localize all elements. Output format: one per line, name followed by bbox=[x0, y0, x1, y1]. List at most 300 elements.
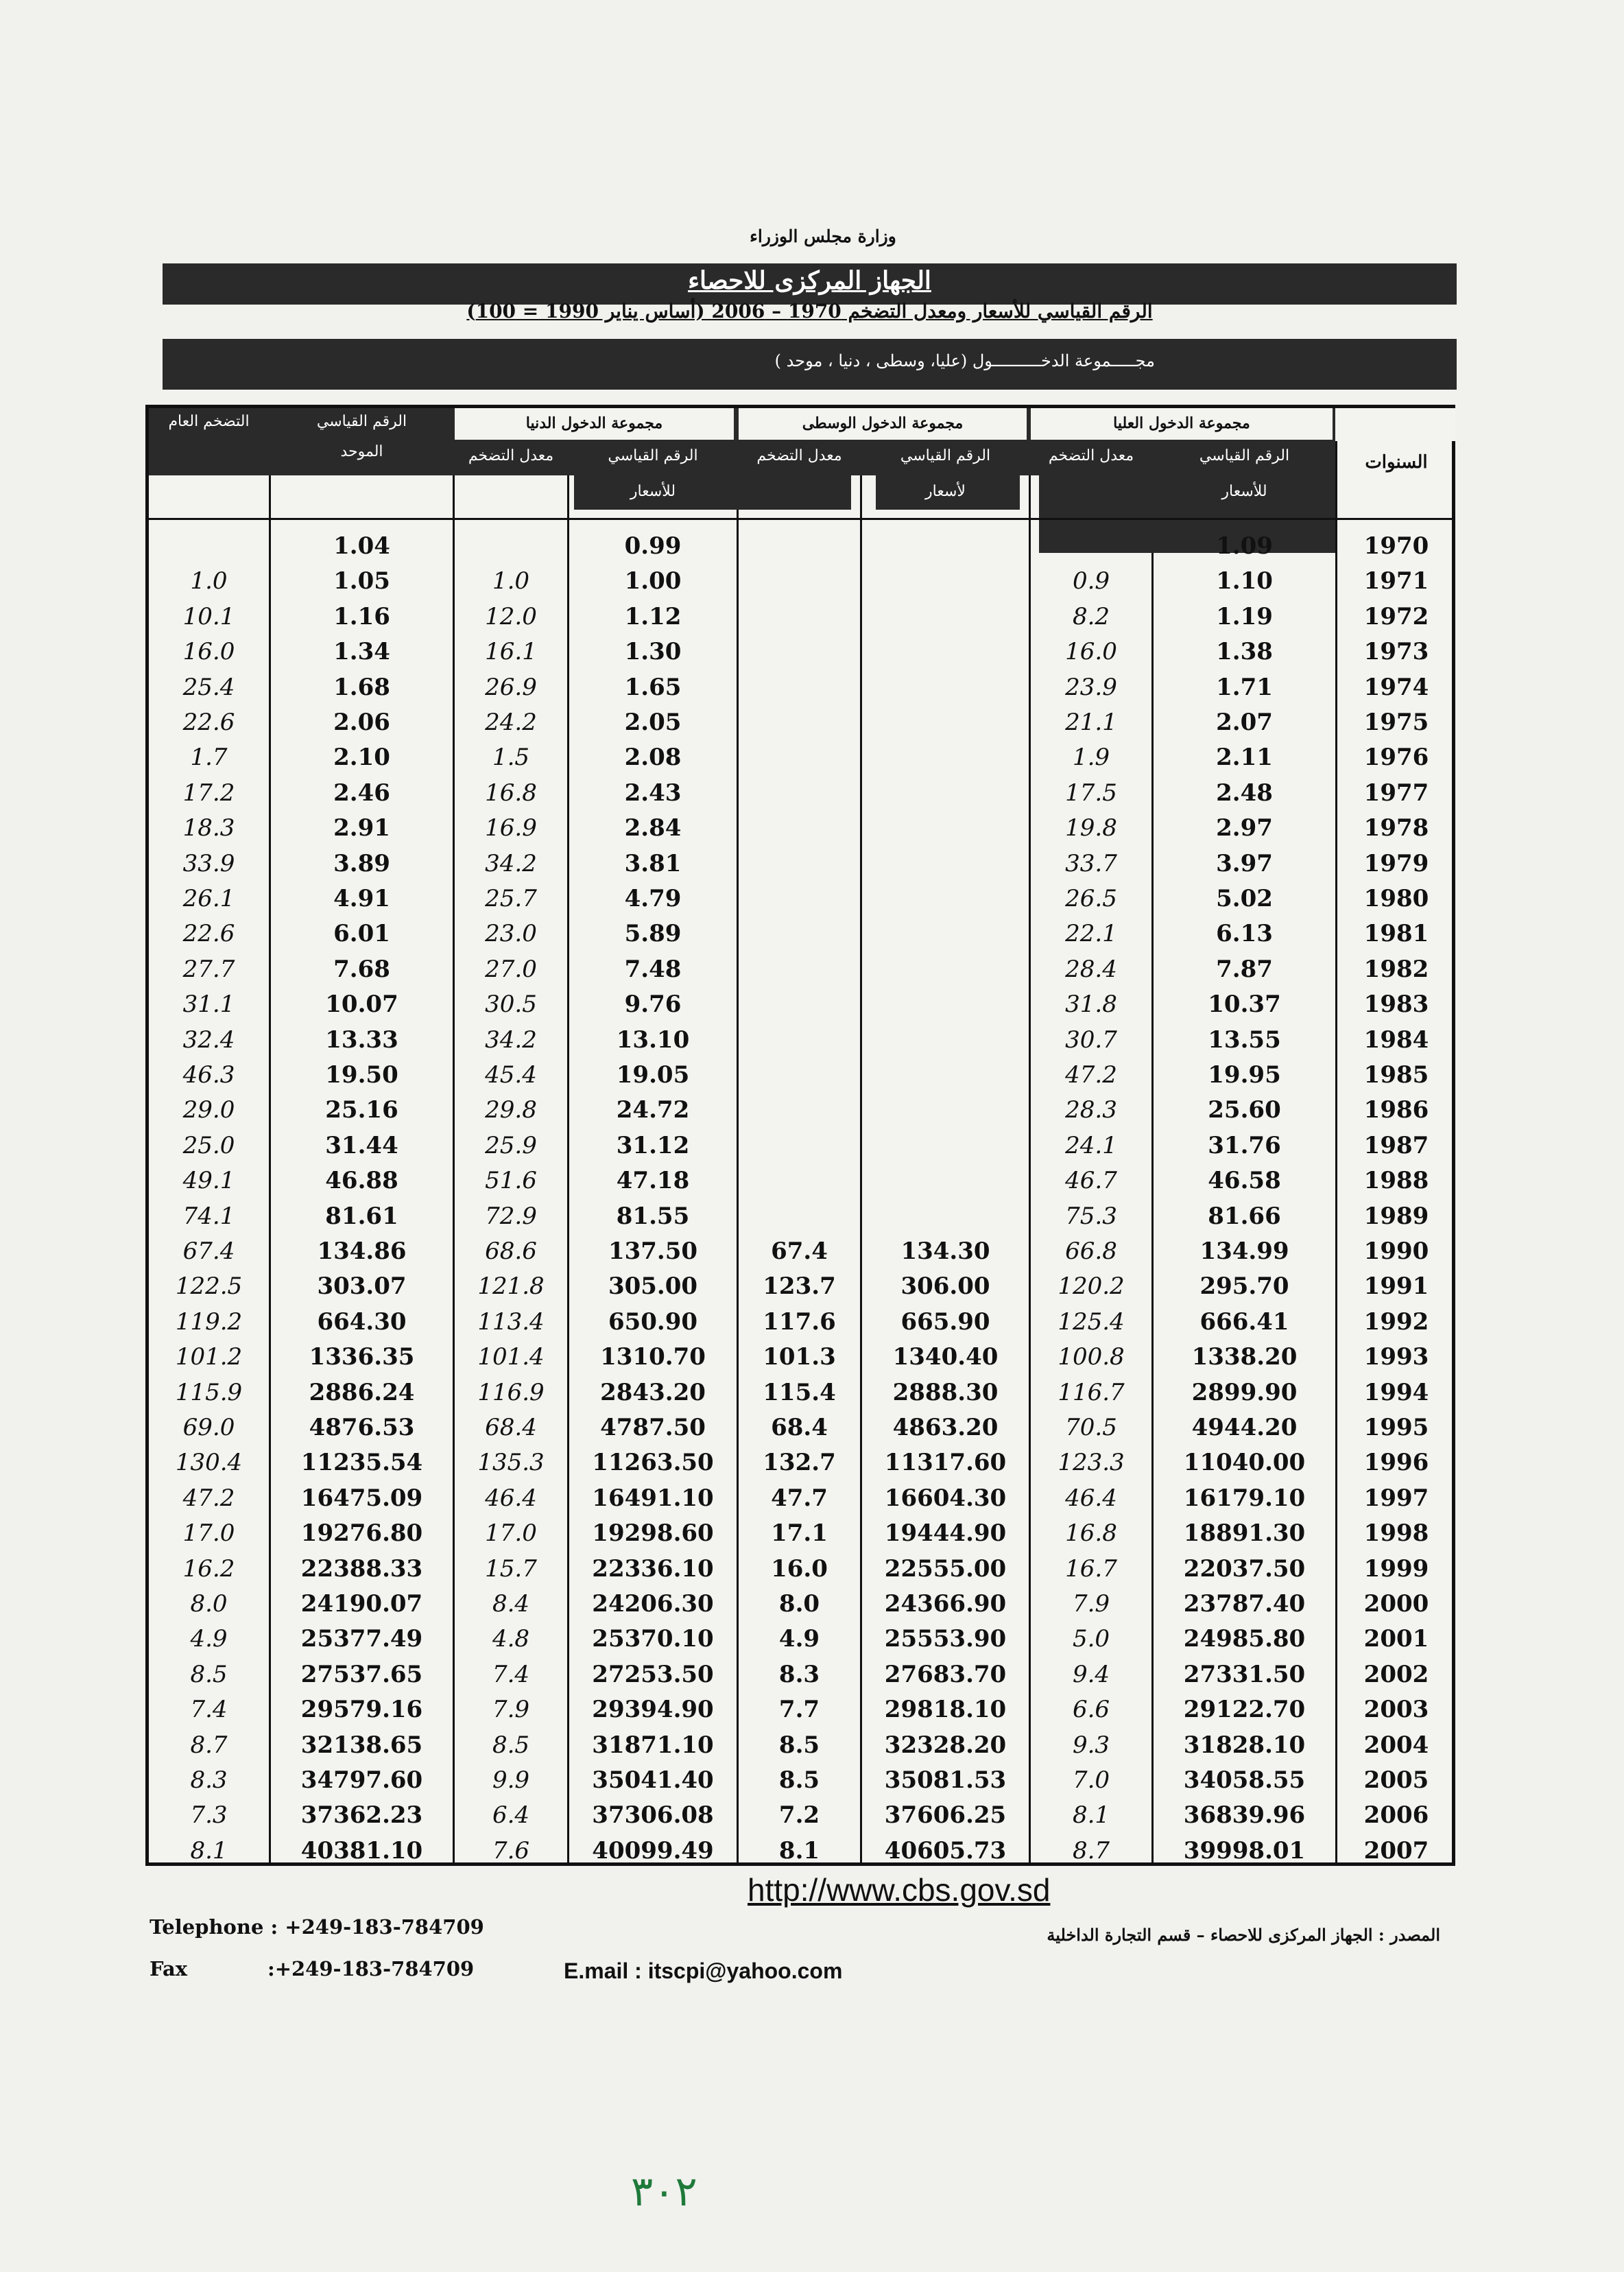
year-cell: 1994 bbox=[1363, 1378, 1429, 1406]
general-inflation-cell: 8.1 bbox=[190, 1836, 228, 1865]
year-cell: 2007 bbox=[1363, 1836, 1429, 1865]
general-inflation-cell: 25.4 bbox=[182, 673, 235, 701]
unified-index-cell: 22388.33 bbox=[300, 1554, 423, 1583]
high-inflation-cell: 125.4 bbox=[1058, 1307, 1125, 1336]
general-inflation-cell: 67.4 bbox=[182, 1238, 235, 1265]
low-price-index-cell: 305.00 bbox=[608, 1273, 698, 1301]
year-cell: 1996 bbox=[1363, 1449, 1429, 1477]
low-inflation-cell: 46.4 bbox=[485, 1484, 537, 1512]
mid-inflation-cell bbox=[739, 1130, 860, 1161]
mid-price-index-cell: 2888.30 bbox=[892, 1378, 999, 1406]
high-price-index-cell: 1.71 bbox=[1216, 673, 1273, 701]
high-inflation-cell: 120.2 bbox=[1058, 1273, 1125, 1301]
high-price-index-cell: 16179.10 bbox=[1183, 1484, 1306, 1512]
general-inflation-cell: 49.1 bbox=[182, 1167, 235, 1195]
year-cell: 1985 bbox=[1363, 1061, 1429, 1089]
high-inflation-cell: 23.9 bbox=[1065, 673, 1117, 701]
high-inflation-cell: 100.8 bbox=[1058, 1343, 1125, 1371]
year-cell: 1986 bbox=[1363, 1096, 1429, 1124]
mid-price-index-cell: 29818.10 bbox=[884, 1696, 1007, 1724]
low-price-index-cell: 16491.10 bbox=[592, 1484, 714, 1512]
low-inflation-cell: 113.4 bbox=[477, 1307, 545, 1336]
general-inflation-cell: 74.1 bbox=[182, 1202, 235, 1230]
high-inflation-cell: 30.7 bbox=[1065, 1026, 1117, 1054]
high-inflation-cell: 9.3 bbox=[1072, 1731, 1110, 1759]
high-price-index-cell: 19.95 bbox=[1208, 1061, 1281, 1089]
low-price-index-cell: 650.90 bbox=[608, 1307, 698, 1336]
groups-banner bbox=[163, 339, 1457, 390]
unified-index-cell: 2.91 bbox=[333, 814, 390, 842]
high-inflation-cell bbox=[1031, 530, 1151, 562]
mid-price-index-cell: 27683.70 bbox=[884, 1660, 1007, 1688]
high-price-index-cell: 39998.01 bbox=[1183, 1836, 1306, 1865]
year-cell: 1990 bbox=[1363, 1238, 1429, 1265]
mid-price-index-cell bbox=[862, 883, 1029, 914]
high-inflation-cell: 7.9 bbox=[1072, 1590, 1110, 1618]
high-inflation-cell: 8.7 bbox=[1072, 1836, 1110, 1865]
year-cell: 2004 bbox=[1363, 1731, 1429, 1759]
general-inflation-cell: 119.2 bbox=[175, 1307, 243, 1336]
mid-price-index-header-l1: الرقم القياسي bbox=[900, 447, 991, 464]
mid-price-index-cell: 24366.90 bbox=[884, 1590, 1007, 1618]
mid-price-index-cell: 19444.90 bbox=[884, 1519, 1007, 1548]
low-inflation-cell: 8.4 bbox=[492, 1590, 530, 1618]
mid-inflation-cell: 16.0 bbox=[771, 1554, 828, 1583]
low-inflation-cell: 30.5 bbox=[485, 991, 537, 1019]
mid-inflation-cell bbox=[739, 1165, 860, 1196]
low-inflation-cell: 7.4 bbox=[492, 1660, 530, 1688]
mid-inflation-cell bbox=[739, 918, 860, 949]
mid-price-index-cell: 32328.20 bbox=[884, 1731, 1007, 1759]
mid-inflation-cell: 115.4 bbox=[763, 1378, 836, 1406]
mid-price-index-cell: 25553.90 bbox=[884, 1625, 1007, 1653]
mid-inflation-cell: 67.4 bbox=[771, 1238, 828, 1265]
mid-inflation-cell bbox=[739, 565, 860, 597]
low-price-index-cell: 1.65 bbox=[624, 673, 682, 701]
low-inflation-cell: 45.4 bbox=[485, 1061, 537, 1089]
low-inflation-cell: 4.8 bbox=[492, 1625, 530, 1653]
high-price-index-cell: 10.37 bbox=[1208, 991, 1281, 1019]
unified-index-cell: 1.16 bbox=[333, 602, 390, 630]
mid-price-index-cell: 35081.53 bbox=[884, 1766, 1007, 1794]
general-inflation-cell: 17.2 bbox=[182, 779, 235, 807]
year-cell: 1970 bbox=[1363, 532, 1429, 560]
low-inflation-cell: 16.8 bbox=[485, 779, 537, 807]
low-price-index-cell: 2.84 bbox=[624, 814, 682, 842]
high-inflation-cell: 1.9 bbox=[1072, 744, 1110, 772]
high-inflation-cell: 9.4 bbox=[1072, 1660, 1110, 1688]
mid-price-index-cell bbox=[862, 918, 1029, 949]
unified-index-cell: 29579.16 bbox=[300, 1696, 423, 1724]
unified-index-cell: 664.30 bbox=[317, 1307, 407, 1336]
mid-price-index-cell bbox=[862, 1094, 1029, 1126]
low-inflation-cell: 29.8 bbox=[485, 1096, 537, 1124]
low-inflation-cell: 6.4 bbox=[492, 1801, 530, 1830]
group-mid-label: مجموعة الدخول الوسطى bbox=[802, 414, 964, 432]
mid-price-index-cell: 22555.00 bbox=[884, 1554, 1007, 1583]
unified-index-cell: 1.05 bbox=[333, 567, 390, 595]
low-inflation-cell: 7.6 bbox=[492, 1836, 530, 1865]
mid-price-index-cell bbox=[862, 707, 1029, 738]
mid-inflation-header: معدل التضخم bbox=[756, 447, 842, 464]
unified-index-cell: 2.46 bbox=[333, 779, 390, 807]
high-price-index-cell: 1.10 bbox=[1216, 567, 1273, 595]
high-inflation-cell: 70.5 bbox=[1065, 1414, 1117, 1441]
mid-price-index-cell bbox=[862, 1200, 1029, 1232]
mid-inflation-cell bbox=[739, 1024, 860, 1056]
unified-index-cell: 13.33 bbox=[325, 1026, 398, 1054]
high-inflation-cell: 28.3 bbox=[1065, 1096, 1117, 1124]
low-price-index-header-l1: الرقم القياسي bbox=[608, 447, 698, 464]
year-cell: 1997 bbox=[1363, 1484, 1429, 1512]
low-inflation-cell bbox=[455, 530, 567, 562]
high-price-index-cell: 2.11 bbox=[1216, 744, 1273, 772]
mid-price-index-cell bbox=[862, 954, 1029, 985]
mid-inflation-cell: 8.3 bbox=[778, 1660, 820, 1688]
high-inflation-cell: 46.4 bbox=[1065, 1484, 1117, 1512]
mid-price-index-cell bbox=[862, 812, 1029, 844]
high-inflation-header: معدل التضخم bbox=[1048, 447, 1134, 464]
mid-price-index-cell bbox=[862, 530, 1029, 562]
low-price-index-cell: 137.50 bbox=[608, 1238, 698, 1265]
low-price-index-cell: 1.00 bbox=[624, 567, 682, 595]
low-price-index-cell: 27253.50 bbox=[592, 1660, 714, 1688]
mid-inflation-cell bbox=[739, 636, 860, 667]
mid-inflation-cell bbox=[739, 672, 860, 703]
mid-price-index-cell bbox=[862, 601, 1029, 632]
website-link[interactable]: http://www.cbs.gov.sd bbox=[748, 1872, 1051, 1908]
mid-price-index-cell: 1340.40 bbox=[892, 1343, 999, 1371]
agency-title: الجهاز المركزى للاحصاء bbox=[688, 266, 931, 295]
mid-inflation-cell bbox=[739, 707, 860, 738]
mid-inflation-cell: 8.0 bbox=[778, 1590, 820, 1618]
year-cell: 1991 bbox=[1363, 1273, 1429, 1301]
low-inflation-cell: 23.0 bbox=[485, 920, 537, 948]
mid-inflation-cell bbox=[739, 848, 860, 879]
high-inflation-cell: 33.7 bbox=[1065, 849, 1117, 877]
low-price-index-cell: 9.76 bbox=[624, 991, 682, 1019]
high-price-index-cell: 13.55 bbox=[1208, 1026, 1281, 1054]
group-high-label: مجموعة الدخول العليا bbox=[1113, 414, 1250, 432]
general-inflation-cell: 8.5 bbox=[190, 1660, 228, 1688]
high-inflation-cell: 116.7 bbox=[1058, 1378, 1125, 1406]
high-inflation-cell: 16.7 bbox=[1065, 1554, 1117, 1583]
high-inflation-cell: 46.7 bbox=[1065, 1167, 1117, 1195]
high-inflation-cell: 8.1 bbox=[1072, 1801, 1110, 1830]
low-inflation-cell: 51.6 bbox=[485, 1167, 537, 1195]
unified-index-cell: 1.04 bbox=[333, 532, 390, 560]
mid-price-index-cell bbox=[862, 777, 1029, 809]
low-price-index-cell: 1.12 bbox=[624, 602, 682, 630]
general-inflation-cell: 115.9 bbox=[175, 1378, 243, 1406]
mid-inflation-cell: 4.9 bbox=[778, 1625, 820, 1653]
high-price-index-cell: 1.19 bbox=[1216, 602, 1273, 630]
year-cell: 1993 bbox=[1363, 1343, 1429, 1371]
high-inflation-cell: 7.0 bbox=[1072, 1766, 1110, 1794]
low-price-index-cell: 31871.10 bbox=[592, 1731, 714, 1759]
unified-index-cell: 16475.09 bbox=[300, 1484, 423, 1512]
groups-line: مجـــــموعة الدخــــــــــول (عليا، وسطى ، دنيا ، موحد ) bbox=[774, 351, 1155, 370]
unified-index-cell: 27537.65 bbox=[300, 1660, 423, 1688]
document-subtitle: الرقم القياسي للأسعار ومعدل التضخم 1970 – 2006 (أساس يناير 1990 = 100) bbox=[466, 300, 1153, 322]
low-price-index-cell: 3.81 bbox=[624, 849, 682, 877]
unified-index-cell: 19.50 bbox=[325, 1061, 398, 1089]
unified-index-cell: 134.86 bbox=[317, 1238, 407, 1265]
low-price-index-cell: 25370.10 bbox=[592, 1625, 714, 1653]
unified-index-cell: 303.07 bbox=[317, 1273, 407, 1301]
high-inflation-cell: 123.3 bbox=[1058, 1449, 1125, 1477]
high-price-index-cell: 23787.40 bbox=[1183, 1590, 1306, 1618]
general-inflation-cell: 17.0 bbox=[182, 1519, 235, 1548]
mid-price-index-cell: 134.30 bbox=[900, 1238, 990, 1265]
year-cell: 1972 bbox=[1363, 602, 1429, 630]
high-price-index-cell: 2.48 bbox=[1216, 779, 1273, 807]
low-inflation-cell: 121.8 bbox=[477, 1273, 545, 1301]
high-price-index-cell: 2.07 bbox=[1216, 709, 1273, 736]
low-price-index-cell: 7.48 bbox=[624, 955, 682, 983]
general-inflation-cell: 122.5 bbox=[175, 1273, 243, 1301]
low-price-index-cell: 81.55 bbox=[616, 1202, 690, 1230]
general-inflation-cell bbox=[149, 530, 269, 562]
high-inflation-cell: 0.9 bbox=[1072, 567, 1110, 595]
low-price-index-cell: 31.12 bbox=[616, 1131, 690, 1159]
high-price-index-header-l2: للأسعار bbox=[1221, 483, 1267, 500]
high-price-index-cell: 4944.20 bbox=[1191, 1414, 1298, 1441]
low-inflation-cell: 7.9 bbox=[492, 1696, 530, 1724]
high-price-index-cell: 46.58 bbox=[1208, 1167, 1281, 1195]
high-inflation-cell: 19.8 bbox=[1065, 814, 1117, 842]
low-price-index-cell: 5.89 bbox=[624, 920, 682, 948]
low-price-index-cell: 29394.90 bbox=[592, 1696, 714, 1724]
unified-index-cell: 31.44 bbox=[325, 1131, 398, 1159]
low-inflation-cell: 24.2 bbox=[485, 709, 537, 736]
low-price-index-cell: 4787.50 bbox=[600, 1414, 706, 1441]
high-price-index-cell: 7.87 bbox=[1216, 955, 1273, 983]
general-inflation-cell: 47.2 bbox=[182, 1484, 235, 1512]
mid-inflation-cell bbox=[739, 777, 860, 809]
low-inflation-cell: 16.9 bbox=[485, 814, 537, 842]
high-inflation-cell: 22.1 bbox=[1065, 920, 1117, 948]
fax-number: :+249-183-784709 bbox=[267, 1957, 475, 1980]
years-header: السنوات bbox=[1365, 452, 1428, 473]
general-inflation-cell: 8.3 bbox=[190, 1766, 228, 1794]
high-price-index-cell: 31828.10 bbox=[1183, 1731, 1306, 1759]
general-inflation-cell: 29.0 bbox=[182, 1096, 235, 1124]
low-price-index-cell: 0.99 bbox=[624, 532, 682, 560]
high-price-index-cell: 666.41 bbox=[1199, 1307, 1289, 1336]
year-cell: 1983 bbox=[1363, 991, 1429, 1019]
mid-inflation-cell bbox=[739, 601, 860, 632]
high-inflation-cell: 75.3 bbox=[1065, 1202, 1117, 1230]
low-inflation-header: معدل التضخم bbox=[468, 447, 554, 464]
mid-price-index-cell bbox=[862, 636, 1029, 667]
low-inflation-cell: 68.4 bbox=[485, 1414, 537, 1441]
low-inflation-cell: 8.5 bbox=[492, 1731, 530, 1759]
general-inflation-cell: 33.9 bbox=[182, 849, 235, 877]
year-cell: 1999 bbox=[1363, 1554, 1429, 1583]
mid-inflation-cell bbox=[739, 530, 860, 562]
mid-price-index-cell: 665.90 bbox=[900, 1307, 990, 1336]
unified-index-cell: 2886.24 bbox=[309, 1378, 415, 1406]
general-inflation-cell: 7.4 bbox=[190, 1696, 228, 1724]
mid-price-index-cell bbox=[862, 848, 1029, 879]
year-cell: 1977 bbox=[1363, 779, 1429, 807]
high-inflation-cell: 16.8 bbox=[1065, 1519, 1117, 1548]
price-index-table bbox=[145, 405, 1455, 1866]
general-inflation-cell: 10.1 bbox=[182, 602, 235, 630]
unified-index-cell: 25377.49 bbox=[300, 1625, 423, 1653]
mid-price-index-cell bbox=[862, 989, 1029, 1020]
unified-index-cell: 46.88 bbox=[325, 1167, 398, 1195]
high-price-index-cell: 5.02 bbox=[1216, 885, 1273, 912]
mid-inflation-cell: 17.1 bbox=[771, 1519, 828, 1548]
low-inflation-cell: 9.9 bbox=[492, 1766, 530, 1794]
low-inflation-cell: 34.2 bbox=[485, 1026, 537, 1054]
low-price-index-cell: 47.18 bbox=[616, 1167, 690, 1195]
mid-price-index-cell bbox=[862, 1130, 1029, 1161]
unified-index-cell: 2.06 bbox=[333, 709, 390, 736]
high-price-index-cell: 1338.20 bbox=[1191, 1343, 1298, 1371]
mid-price-index-cell bbox=[862, 672, 1029, 703]
unified-index-cell: 1.68 bbox=[333, 673, 390, 701]
high-inflation-cell: 6.6 bbox=[1072, 1696, 1110, 1724]
low-price-index-cell: 2843.20 bbox=[600, 1378, 706, 1406]
agency-banner bbox=[163, 263, 1457, 305]
high-price-index-header-l1: الرقم القياسي bbox=[1199, 447, 1290, 464]
unified-index-cell: 81.61 bbox=[325, 1202, 398, 1230]
mid-inflation-cell bbox=[739, 812, 860, 844]
unified-index-header-l2: الموحد bbox=[340, 443, 383, 460]
low-price-index-cell: 1.30 bbox=[624, 638, 682, 666]
unified-index-cell: 34797.60 bbox=[300, 1766, 423, 1794]
mid-inflation-cell: 7.2 bbox=[778, 1801, 820, 1830]
mid-price-index-cell: 16604.30 bbox=[884, 1484, 1007, 1512]
unified-index-cell: 1336.35 bbox=[309, 1343, 415, 1371]
low-price-index-header-l2: للأسعار bbox=[630, 483, 676, 500]
mid-inflation-cell bbox=[739, 742, 860, 773]
mid-inflation-cell bbox=[739, 989, 860, 1020]
high-price-index-cell: 22037.50 bbox=[1183, 1554, 1306, 1583]
year-cell: 2006 bbox=[1363, 1801, 1429, 1830]
mid-inflation-cell bbox=[739, 1200, 860, 1232]
year-cell: 1976 bbox=[1363, 744, 1429, 772]
high-inflation-cell: 21.1 bbox=[1065, 709, 1117, 736]
mid-inflation-cell: 8.1 bbox=[778, 1836, 820, 1865]
unified-index-cell: 4876.53 bbox=[309, 1414, 415, 1441]
year-cell: 2003 bbox=[1363, 1696, 1429, 1724]
year-cell: 2001 bbox=[1363, 1625, 1429, 1653]
low-inflation-cell: 26.9 bbox=[485, 673, 537, 701]
unified-index-cell: 1.34 bbox=[333, 638, 390, 666]
general-inflation-cell: 8.7 bbox=[190, 1731, 228, 1759]
mid-price-index-header-l2: لأسعار bbox=[925, 483, 966, 500]
low-price-index-cell: 1310.70 bbox=[600, 1343, 706, 1371]
general-inflation-cell: 22.6 bbox=[182, 920, 235, 948]
unified-index-cell: 3.89 bbox=[333, 849, 390, 877]
low-price-index-cell: 35041.40 bbox=[592, 1766, 714, 1794]
low-inflation-cell: 1.5 bbox=[492, 744, 530, 772]
high-price-index-cell: 29122.70 bbox=[1183, 1696, 1306, 1724]
unified-index-header-l1: الرقم القياسي bbox=[316, 413, 407, 430]
unified-index-cell: 4.91 bbox=[333, 885, 390, 912]
mid-inflation-cell: 68.4 bbox=[771, 1414, 828, 1441]
low-price-index-cell: 4.79 bbox=[624, 885, 682, 912]
high-price-index-cell: 1.09 bbox=[1216, 532, 1273, 560]
general-inflation-cell: 22.6 bbox=[182, 709, 235, 736]
unified-index-cell: 25.16 bbox=[325, 1096, 398, 1124]
high-inflation-cell: 31.8 bbox=[1065, 991, 1117, 1019]
header-bottom-rule bbox=[149, 518, 1455, 520]
mid-price-index-cell bbox=[862, 742, 1029, 773]
mid-inflation-cell bbox=[739, 883, 860, 914]
mid-inflation-cell: 132.7 bbox=[763, 1449, 836, 1477]
unified-index-cell: 32138.65 bbox=[300, 1731, 423, 1759]
high-inflation-cell: 26.5 bbox=[1065, 885, 1117, 912]
mid-inflation-cell: 8.5 bbox=[778, 1766, 820, 1794]
low-price-index-cell: 40099.49 bbox=[592, 1836, 714, 1865]
mid-price-index-cell: 11317.60 bbox=[884, 1449, 1007, 1477]
general-inflation-cell: 46.3 bbox=[182, 1061, 235, 1089]
unified-index-cell: 11235.54 bbox=[300, 1449, 423, 1477]
high-inflation-cell: 28.4 bbox=[1065, 955, 1117, 983]
low-inflation-cell: 101.4 bbox=[477, 1343, 545, 1371]
mid-price-index-cell bbox=[862, 1059, 1029, 1091]
mid-inflation-cell: 123.7 bbox=[763, 1273, 836, 1301]
high-inflation-cell: 8.2 bbox=[1072, 602, 1110, 630]
low-price-index-cell: 19298.60 bbox=[592, 1519, 714, 1548]
year-cell: 2000 bbox=[1363, 1590, 1429, 1618]
year-cell: 1989 bbox=[1363, 1202, 1429, 1230]
high-price-index-cell: 134.99 bbox=[1199, 1238, 1289, 1265]
general-inflation-cell: 69.0 bbox=[182, 1414, 235, 1441]
year-cell: 1971 bbox=[1363, 567, 1429, 595]
high-price-index-cell: 36839.96 bbox=[1183, 1801, 1306, 1830]
low-inflation-cell: 34.2 bbox=[485, 849, 537, 877]
high-price-index-cell: 2.97 bbox=[1216, 814, 1273, 842]
low-inflation-cell: 116.9 bbox=[477, 1378, 545, 1406]
general-inflation-cell: 130.4 bbox=[175, 1449, 243, 1477]
low-price-index-cell: 2.43 bbox=[624, 779, 682, 807]
email[interactable]: E.mail : itscpi@yahoo.com bbox=[564, 1959, 843, 1983]
general-inflation-cell: 18.3 bbox=[182, 814, 235, 842]
low-inflation-cell: 68.6 bbox=[485, 1238, 537, 1265]
low-inflation-cell: 16.1 bbox=[485, 638, 537, 666]
page-number: ٣٠٢ bbox=[631, 2168, 697, 2216]
unified-index-cell: 7.68 bbox=[333, 955, 390, 983]
general-inflation-cell: 101.2 bbox=[175, 1343, 243, 1371]
low-price-index-cell: 13.10 bbox=[616, 1026, 690, 1054]
high-price-index-cell: 24985.80 bbox=[1183, 1625, 1306, 1653]
mid-price-index-cell bbox=[862, 1165, 1029, 1196]
low-inflation-cell: 12.0 bbox=[485, 602, 537, 630]
general-inflation-cell: 1.0 bbox=[190, 567, 228, 595]
mid-inflation-cell: 101.3 bbox=[763, 1343, 836, 1371]
mid-price-index-cell: 306.00 bbox=[900, 1273, 990, 1301]
low-inflation-cell: 135.3 bbox=[477, 1449, 545, 1477]
general-inflation-cell: 31.1 bbox=[182, 991, 235, 1019]
mid-inflation-cell bbox=[739, 954, 860, 985]
header-years-top bbox=[1335, 408, 1455, 441]
unified-index-cell: 40381.10 bbox=[300, 1836, 423, 1865]
general-inflation-cell: 26.1 bbox=[182, 885, 235, 912]
year-cell: 1998 bbox=[1363, 1519, 1429, 1548]
low-inflation-cell: 17.0 bbox=[485, 1519, 537, 1548]
year-cell: 1995 bbox=[1363, 1414, 1429, 1441]
low-price-index-cell: 2.08 bbox=[624, 744, 682, 772]
general-inflation-cell: 16.0 bbox=[182, 638, 235, 666]
general-inflation-header: التضخم العام bbox=[168, 413, 250, 430]
high-price-index-cell: 3.97 bbox=[1216, 849, 1273, 877]
